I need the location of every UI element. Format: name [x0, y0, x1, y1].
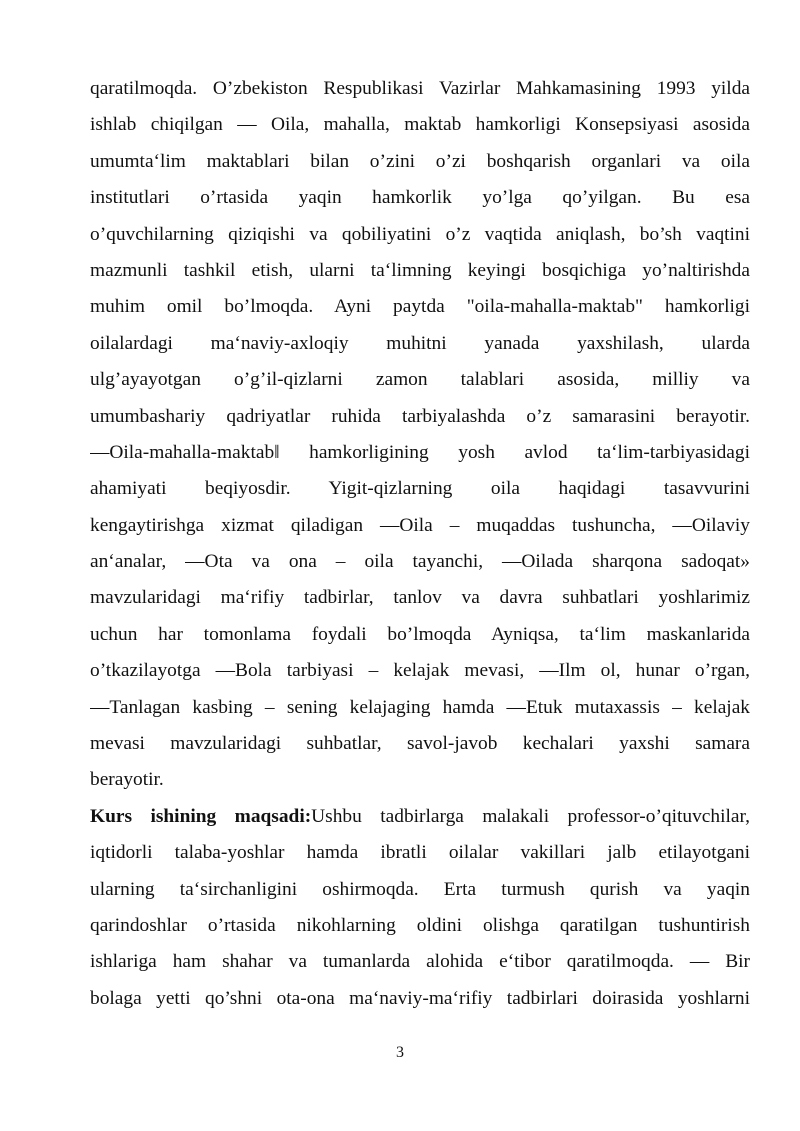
text-line: muhim omil bo’lmoqda. Ayni paytda "oila-mahalla-maktab" hamkorligi	[90, 296, 750, 318]
text-line: an‘analar, —Ota va ona – oila tayanchi, —Oilada sharqona sadoqat»	[90, 551, 750, 573]
section-heading: Kurs ishining maqsadi:	[90, 805, 312, 827]
text-line: uchun har tomonlama foydali bo’lmoqda Ayniqsa, ta‘lim maskanlarida	[90, 623, 750, 645]
text-line: ularning ta‘sirchanligini oshirmoqda. Erta turmush qurish va yaqin	[90, 878, 750, 900]
text-line: kengaytirishga xizmat qiladigan —Oila – muqaddas tushuncha, —Oilaviy	[90, 514, 750, 536]
text-line: o’tkazilayotga —Bola tarbiyasi – kelajak mevasi, —Ilm ol, hunar o’rgan,	[90, 660, 750, 682]
text-line: mevasi mavzularidagi suhbatlar, savol-javob kechalari yaxshi samara	[90, 733, 750, 755]
text-line: qaratilmoqda. O’zbekiston Respublikasi Vazirlar Mahkamasining 1993 yilda	[90, 78, 750, 99]
text-line: bolaga yetti qo’shni ota-ona ma‘naviy-ma‘rifiy tadbirlari doirasida yoshlarni	[90, 987, 750, 1009]
text-line: ishlariga ham shahar va tumanlarda alohida e‘tibor qaratilmoqda. — Bir	[90, 951, 750, 973]
document-page	[90, 71, 750, 1017]
page-number: 3	[396, 1044, 404, 1061]
text-line: —Tanlagan kasbing – sening kelajaging hamda —Etuk mutaxassis – kelajak	[90, 696, 750, 718]
paragraph-text: Ushbu tadbirlarga malakali professor-o’qituvchilar,	[311, 805, 750, 827]
text-line: institutlari o’rtasida yaqin hamkorlik yo’lga qo’yilgan. Bu esa	[90, 187, 750, 209]
text-line: oilalardagi ma‘naviy-axloqiy muhitni yanada yaxshilash, ularda	[90, 332, 750, 354]
text-line: mazmunli tashkil etish, ularni ta‘limning keyingi bosqichiga yo’naltirishda	[90, 259, 750, 281]
text-line: umumta‘lim maktablari bilan o’zini o’zi boshqarish organlari va oila	[90, 150, 750, 172]
text-line: —Oila-mahalla-maktab‖ hamkorligining yosh avlod ta‘lim-tarbiyasidagi	[90, 441, 750, 463]
paragraph-first-line	[90, 799, 750, 835]
text-line: iqtidorli talaba-yoshlar hamda ibratli oilalar vakillari jalb etilayotgani	[90, 842, 750, 864]
text-line: berayotir.	[90, 769, 164, 791]
text-line: mavzularidagi ma‘rifiy tadbirlar, tanlov va davra suhbatlari yoshlarimiz	[90, 587, 750, 609]
text-line: ishlab chiqilgan — Oila, mahalla, maktab hamkorligi Konsepsiyasi asosida	[90, 114, 750, 136]
text-line: umumbashariy qadriyatlar ruhida tarbiyalashda o’z samarasini berayotir.	[90, 405, 750, 427]
text-line: ulg’ayayotgan o’g’il-qizlarni zamon talablari asosida, milliy va	[90, 369, 750, 391]
text-line: o’quvchilarning qiziqishi va qobiliyatini o’z vaqtida aniqlash, bo’sh vaqtini	[90, 223, 750, 245]
text-line: qarindoshlar o’rtasida nikohlarning oldini olishga qaratilgan tushuntirish	[90, 914, 750, 936]
text-line: ahamiyati beqiyosdir. Yigit-qizlarning oila haqidagi tasavvurini	[90, 478, 750, 500]
body-paragraph	[90, 71, 750, 799]
body-paragraph	[90, 799, 750, 1017]
